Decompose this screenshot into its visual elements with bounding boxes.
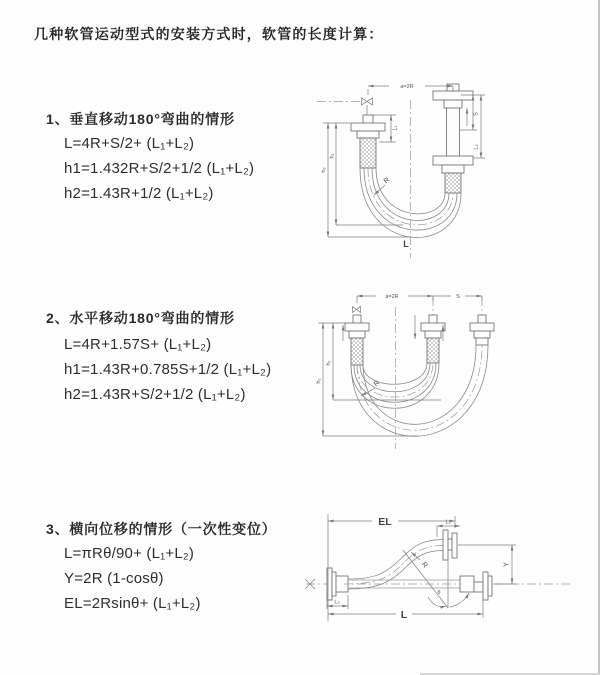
section1-formula-L: L=4R+S/2+ (L₁+L₂) — [64, 135, 195, 152]
section3-heading: 3、横向位移的情形（一次性变位） — [46, 521, 277, 537]
dim-label-l2: L₂ — [334, 599, 340, 606]
dim-label-l: L — [400, 609, 408, 621]
s-curve-hose — [344, 540, 450, 590]
radius-leader — [361, 380, 381, 396]
section3-formula-L: L=πRθ/90+ (L₁+L₂) — [64, 545, 195, 562]
upper-flange-fitting-displaced — [443, 530, 457, 560]
centerlines — [396, 297, 483, 449]
dimension-s-l2 — [460, 95, 486, 158]
section2-formula-h2: h2=1.43R+S/2+1/2 (L₁+L₂) — [64, 386, 246, 403]
u-bend-hose-original — [351, 363, 439, 408]
diagram-vertical-180-bend — [303, 68, 553, 263]
braided-hose-section — [445, 173, 461, 193]
dim-label-l1: L₁ — [392, 125, 399, 131]
valve-icon — [362, 98, 373, 115]
right-flange-fitting-original — [460, 572, 492, 600]
section1-formula-h1: h1=1.432R+S/2+1/2 (L₁+L₂) — [64, 160, 255, 177]
radius-leader — [374, 177, 391, 195]
braided-hose-section — [360, 138, 376, 168]
diagram-lateral-displacement — [300, 497, 590, 647]
dim-label-r: R — [419, 561, 429, 570]
dim-label-h2: h₂ — [321, 167, 327, 173]
dim-label-l1: L₁ — [445, 519, 451, 526]
section2-heading: 2、水平移动180°弯曲的情形 — [46, 310, 235, 326]
dim-label-el: EL — [378, 516, 392, 528]
braided-hose-section — [427, 338, 439, 363]
right-pipe-fitting — [433, 84, 473, 193]
dim-label-s: S — [473, 112, 480, 116]
dim-label-l2: L₂ — [473, 144, 480, 150]
dimension-a2r-s — [357, 294, 482, 303]
dim-label-a2r: a=2R — [400, 84, 414, 91]
dim-label-y: Y — [503, 562, 511, 567]
middle-pipe-fitting — [421, 315, 445, 363]
dim-label-a2r: a=2R — [385, 294, 399, 301]
diagram-horizontal-180-bend — [298, 281, 558, 466]
dim-label-r: R — [372, 379, 382, 389]
left-pipe-fitting — [351, 115, 385, 168]
section1-heading: 1、垂直移动180°弯曲的情形 — [46, 111, 235, 127]
section2-formula-h1: h1=1.43R+0.785S+1/2 (L₁+L₂) — [64, 361, 272, 378]
section2-formula-L: L=4R+1.57S+ (L₁+L₂) — [64, 336, 212, 353]
valve-icon — [353, 307, 361, 313]
geometry-lines — [403, 550, 469, 608]
dim-label-l: L — [403, 239, 409, 249]
dim-label-h1: h₁ — [329, 153, 336, 159]
dim-label-h2: h₂ — [316, 378, 322, 384]
right-pipe-fitting — [470, 315, 494, 345]
left-pipe-fitting — [345, 315, 369, 365]
page-title: 几种软管运动型式的安装方式时，软管的长度计算： — [34, 26, 384, 42]
section3-formula-EL: EL=2Rsinθ+ (L₁+L₂) — [64, 595, 201, 612]
braided-hose-section — [351, 338, 363, 365]
dim-label-h1: h₁ — [326, 360, 332, 366]
section3-formula-Y: Y=2R (1-cosθ) — [64, 570, 164, 587]
dim-label-s: S — [456, 294, 460, 301]
dim-label-theta: θ — [437, 590, 441, 596]
section1-formula-h2: h2=1.43R+1/2 (L₁+L₂) — [64, 185, 214, 202]
dimension-h-lines — [316, 323, 441, 436]
dim-label-r: R — [382, 176, 392, 186]
